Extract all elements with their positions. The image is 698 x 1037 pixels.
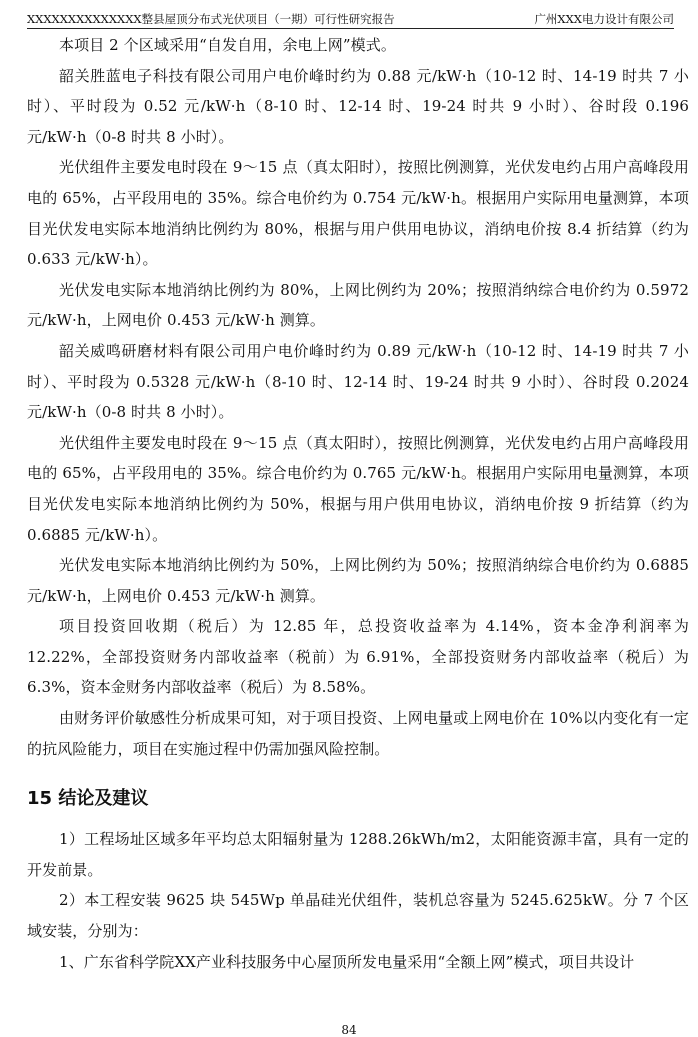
body-paragraph: 光伏组件主要发电时段在 9～15 点（真太阳时），按照比例测算，光伏发电约占用户高峰段用电的 65%，占平段用电的 35%。综合电价约为 0.754 元/kW·h。根据用户实际用电量测算，本项目光伏发电实际本地消纳比例约为 80%，根据与用户供用电协议，消纳电价按 8.4 折结算（约为 0.633 元/kW·h）。 xyxy=(27,158,689,269)
header-company-name: 广州XXX电力设计有限公司 xyxy=(534,12,674,26)
body-paragraph: 光伏组件主要发电时段在 9～15 点（真太阳时），按照比例测算，光伏发电约占用户高峰段用电的 65%，占平段用电的 35%。综合电价约为 0.765 元/kW·h。根据用户实际用电量测算，本项目光伏发电实际本地消纳比例约为 50%，根据与用户供用电协议，消纳电价按 9 折结算（约为 0.6885 元/kW·h）。 xyxy=(27,433,689,544)
body-paragraph: 光伏发电实际本地消纳比例约为 50%，上网比例约为 50%；按照消纳综合电价约为 0.6885 元/kW·h，上网电价 0.453 元/kW·h 测算。 xyxy=(27,556,689,605)
body-paragraph: 本项目 2 个区域采用“自发自用，余电上网”模式。 xyxy=(59,36,396,54)
body-paragraph: 光伏发电实际本地消纳比例约为 80%，上网比例约为 20%；按照消纳综合电价约为 0.5972 元/kW·h，上网电价 0.453 元/kW·h 测算。 xyxy=(27,280,689,330)
section-heading: 15 结论及建议 xyxy=(27,788,149,810)
body-paragraph: 项目投资回收期（税后）为 12.85 年，总投资收益率为 4.14%，资本金净利润率为 12.22%，全部投资财务内部收益率（税前）为 6.91%，全部投资财务内部收益率（税后）为 6.3%，资本金财务内部收益率（税后）为 8.58%。 xyxy=(27,617,689,697)
body-paragraph: 1）工程场址区域多年平均总太阳辐射量为 1288.26kWh/m2，太阳能资源丰富，具有一定的开发前景。 xyxy=(27,830,689,879)
page-header xyxy=(27,6,674,29)
body-paragraph: 由财务评价敏感性分析成果可知，对于项目投资、上网电量或上网电价在 10%以内变化有一定的抗风险能力，项目在实施过程中仍需加强风险控制。 xyxy=(27,709,689,758)
body-paragraph: 1、广东省科学院XX产业科技服务中心屋顶所发电量采用“全额上网”模式，项目共设计 xyxy=(59,952,635,971)
body-paragraph: 2）本工程安装 9625 块 545Wp 单晶硅光伏组件，装机总容量为 5245.625kW。分 7 个区域安装，分别为： xyxy=(27,891,689,941)
page-number: 84 xyxy=(341,1023,357,1037)
body-paragraph: 韶关威鸣研磨材料有限公司用户电价峰时约为 0.89 元/kW·h（10-12 时、14-19 时共 7 小时）、平时段为 0.5328 元/kW·h（8-10 时、12-14 时、19-24 时共 9 小时）、谷时段 0.2024 元/kW·h（0-8 时共 8 小时）。 xyxy=(27,341,689,422)
header-report-title: XXXXXXXXXXXXXX整县屋顶分布式光伏项目（一期）可行性研究报告 xyxy=(27,12,395,26)
body-paragraph: 韶关胜蓝电子科技有限公司用户电价峰时约为 0.88 元/kW·h（10-12 时、14-19 时共 7 小时）、平时段为 0.52 元/kW·h（8-10 时、12-14 时、19-24 时共 9 小时）、谷时段 0.196 元/kW·h（0-8 时共 8 小时）。 xyxy=(27,66,689,146)
document-body xyxy=(27,30,689,977)
